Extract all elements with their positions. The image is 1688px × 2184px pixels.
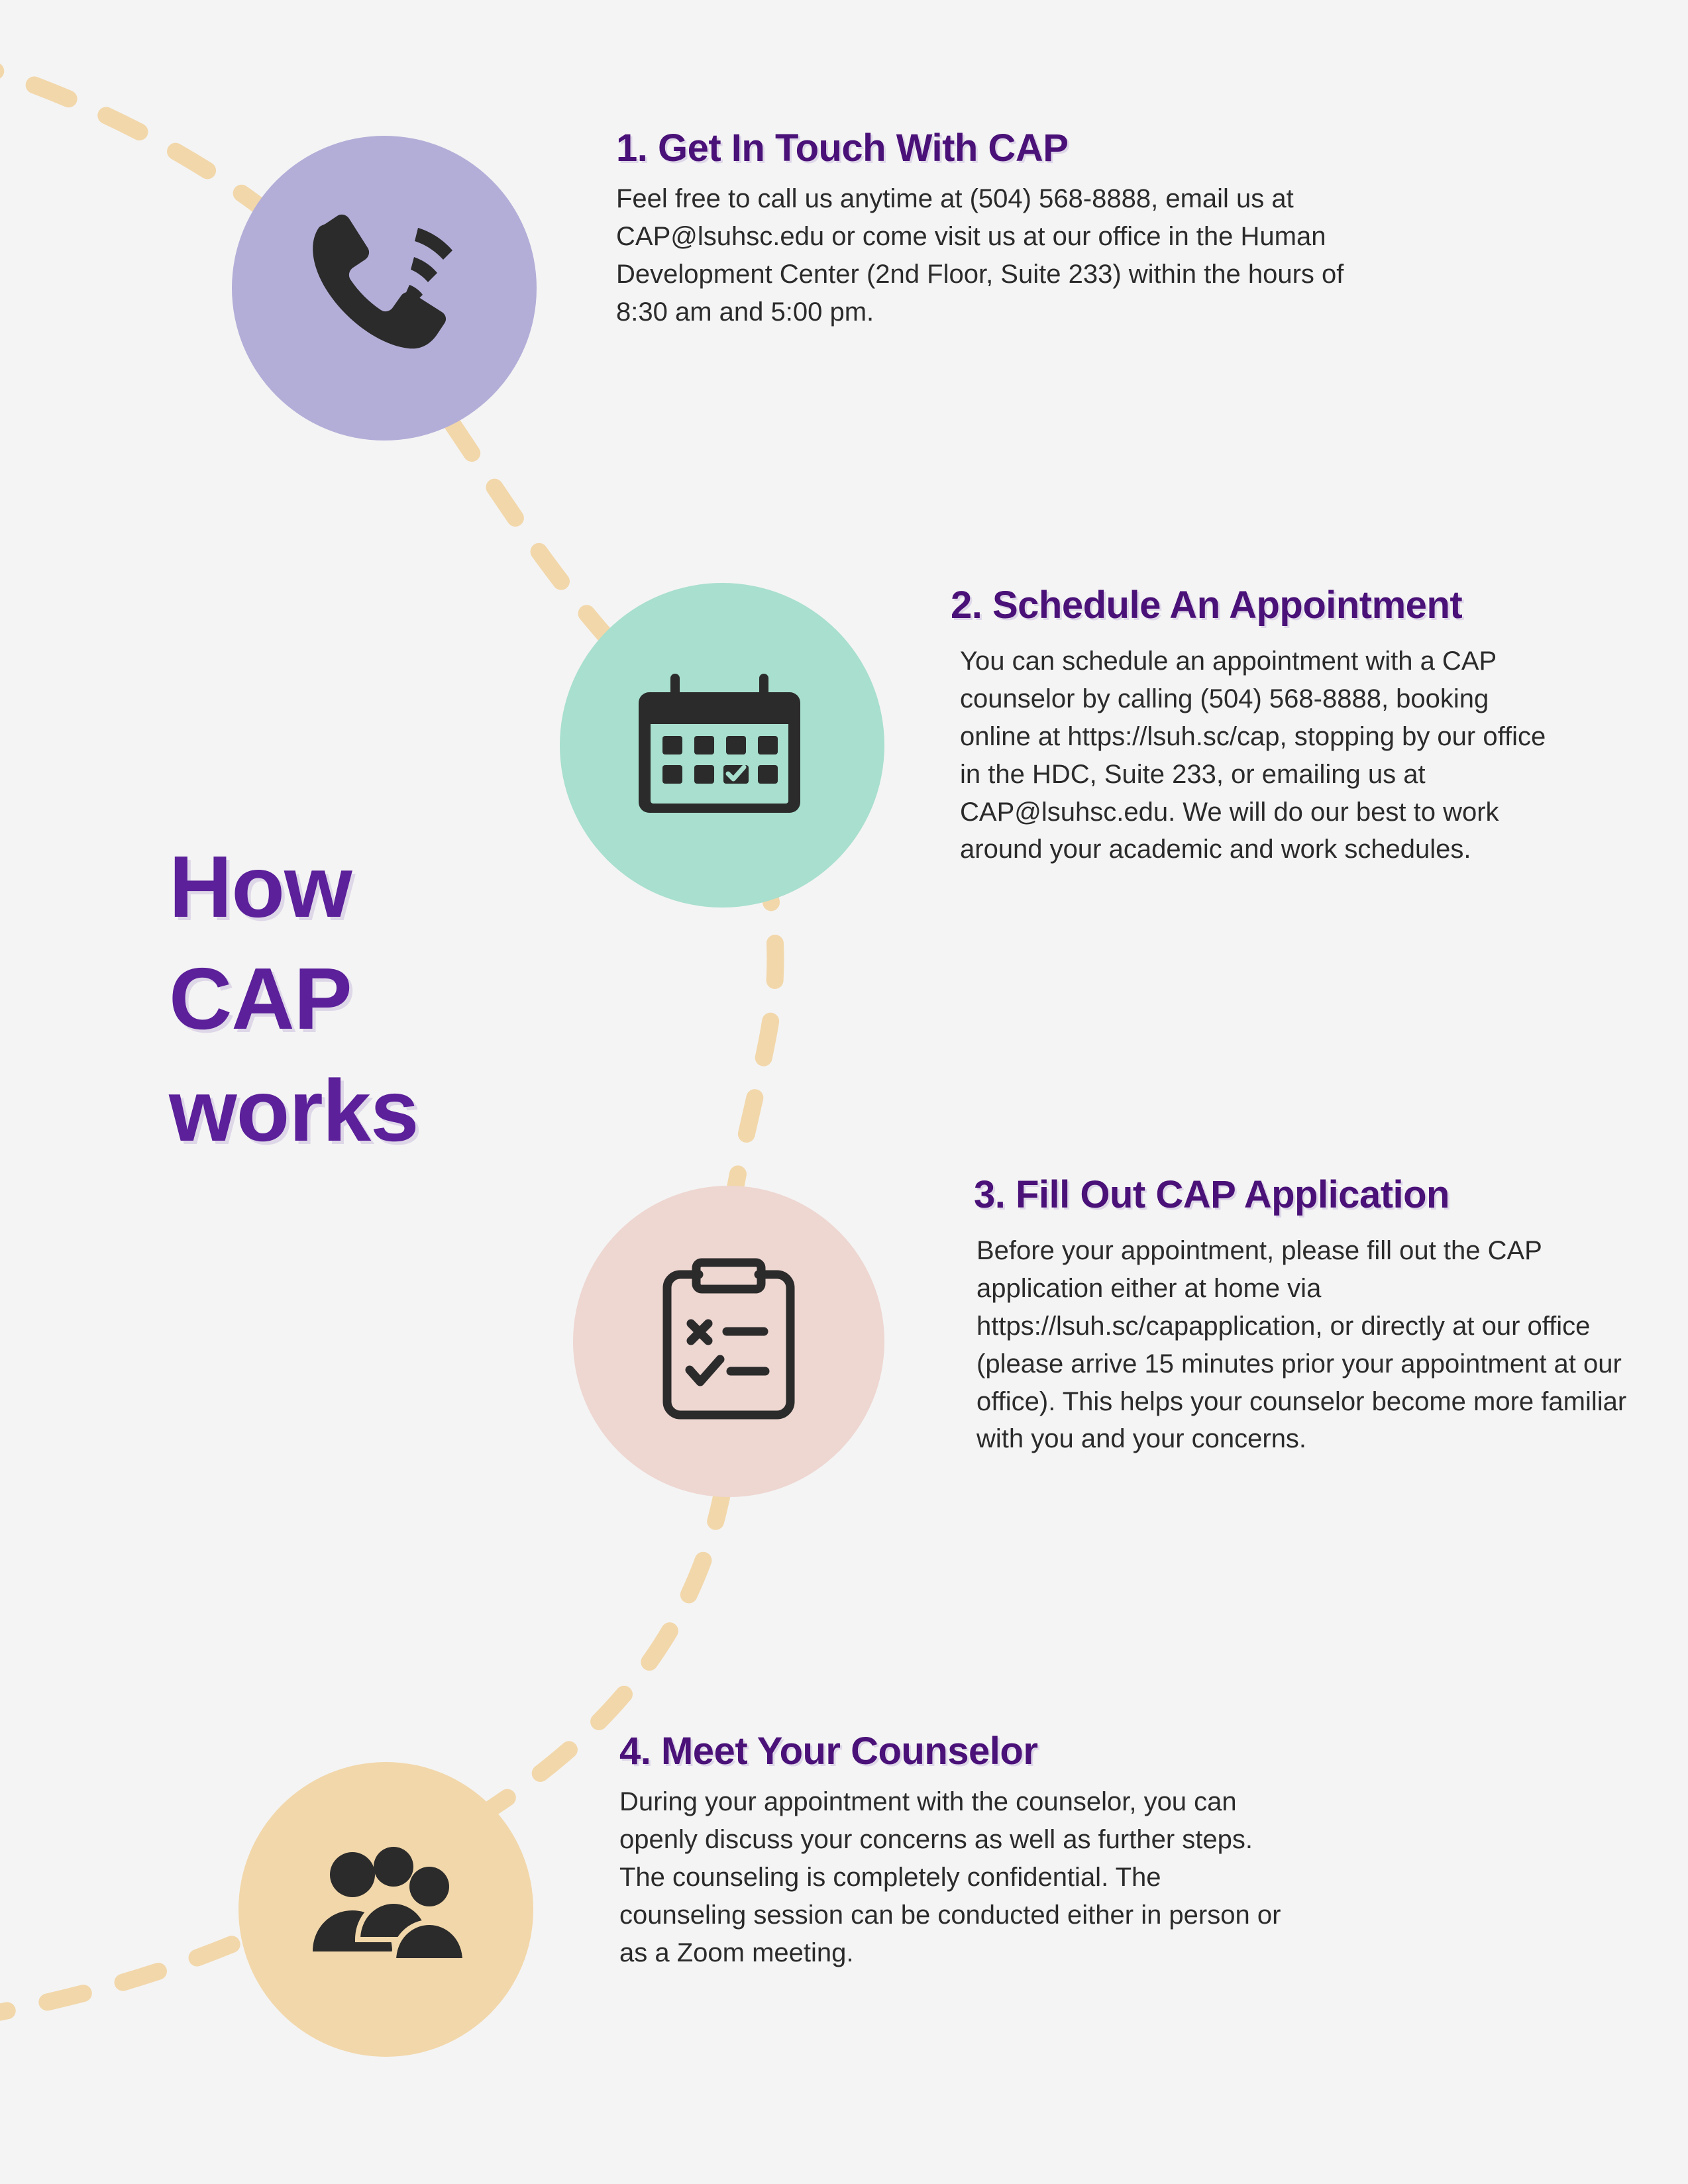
step-3-heading: 3. Fill Out CAP Application bbox=[974, 1173, 1450, 1216]
step-1-heading: 1. Get In Touch With CAP bbox=[616, 127, 1069, 170]
step-4-icon-circle bbox=[238, 1762, 533, 2057]
step-3-icon-circle bbox=[573, 1186, 884, 1497]
poster-title-line-2: CAP bbox=[169, 949, 352, 1047]
step-4-body: During your appointment with the counselor, you can openly discuss your concerns as well as further steps. The counseling is completely confidential. The counseling session can be conducted either in person or as a Zoom meeting. bbox=[619, 1787, 1281, 1967]
step-4-heading: 4. Meet Your Counselor bbox=[619, 1730, 1038, 1773]
step-3-text-block bbox=[974, 1172, 1643, 1458]
poster-title-line-1: How bbox=[169, 838, 352, 935]
poster-title-line-3: works bbox=[169, 1061, 419, 1159]
step-3-body: Before your appointment, please fill out the CAP application either at home via https://lsuh.sc/capapplication, or directly at our office (please arrive 15 minutes prior your appointment at our office). This helps your counselor become more familiar with you and your concerns. bbox=[976, 1236, 1627, 1454]
step-2-body: You can schedule an appointment with a CAP counselor by calling (504) 568-8888, booking online at https://lsuh.sc/cap, stopping by our office in the HDC, Suite 233, or emailing us at CAP@lsuhsc.edu. We will do our best to work around your academic and work schedules. bbox=[960, 647, 1546, 864]
step-4-text-block bbox=[619, 1729, 1289, 1971]
step-2-text-block bbox=[951, 583, 1547, 868]
step-1-text-block bbox=[616, 126, 1365, 331]
people-group-icon bbox=[303, 1840, 469, 1979]
step-1-body: Feel free to call us anytime at (504) 568-8888, email us at CAP@lsuhsc.edu or come visit us at our office in the Human Development Center (2nd Floor, Suite 233) within the hours of 8:30 am and 5:00 pm. bbox=[616, 184, 1344, 327]
step-2-heading: 2. Schedule An Appointment bbox=[951, 584, 1463, 627]
clipboard-checklist-icon bbox=[653, 1252, 805, 1431]
phone-ringing-icon bbox=[295, 205, 474, 371]
calendar-check-icon bbox=[629, 658, 815, 833]
step-1-icon-circle bbox=[232, 136, 537, 441]
poster-title bbox=[169, 831, 633, 1167]
